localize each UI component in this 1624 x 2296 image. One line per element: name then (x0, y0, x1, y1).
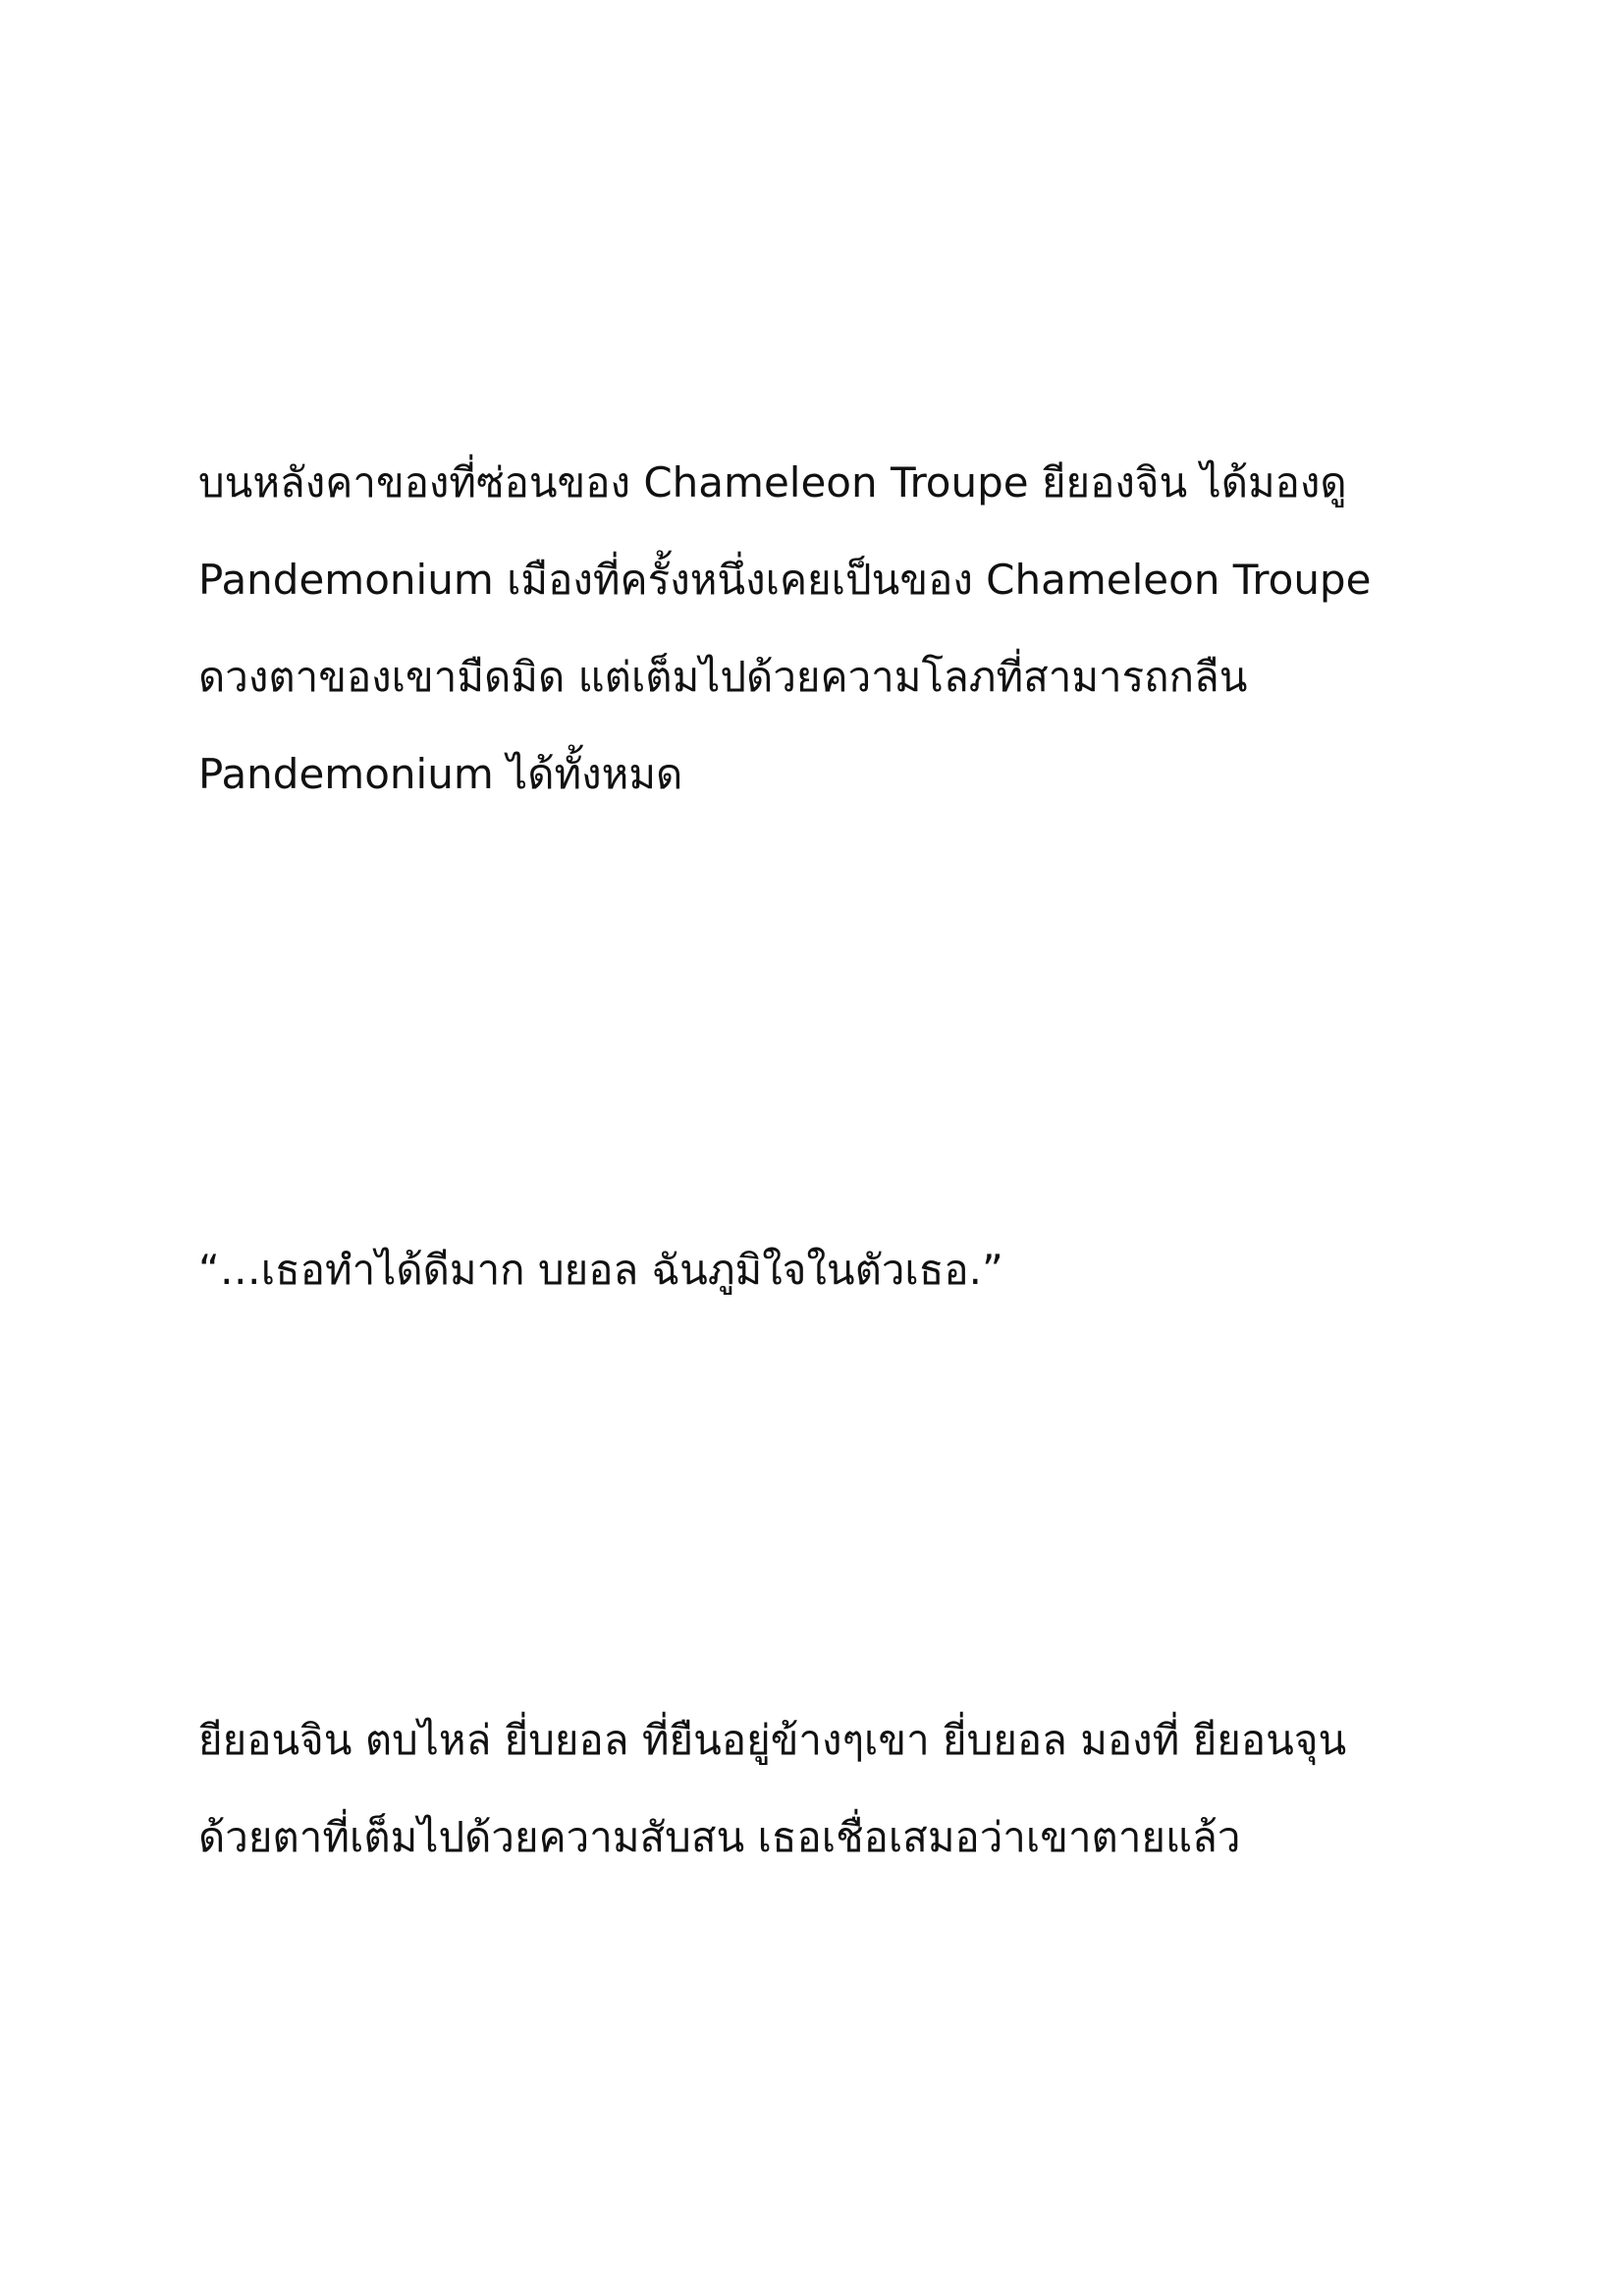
paragraph-line: ดวงตาของเขามืดมิด แต่เต็มไปด้วยความโลภที่สามารถกลืน (198, 653, 1248, 701)
dialogue-line: “…เธอทำได้ดีมาก บยอล ฉันภูมิใจในตัวเธอ.” (198, 1246, 1003, 1294)
paragraph-line: ด้วยตาที่เต็มไปด้วยความสับสน เธอเชื่อเสมอว่าเขาตายแล้ว (198, 1813, 1241, 1861)
paragraph-line: Pandemonium เมืองที่ครั้งหนึ่งเคยเป็นของ Chameleon Troupe (198, 556, 1372, 604)
paragraph-line: บนหลังคาของที่ซ่อนของ Chameleon Troupe ยียองจิน ได้มองดู (198, 458, 1347, 507)
narration-paragraph (198, 434, 1426, 823)
paragraph-line: ยียอนจิน ตบไหล่ ยี่บยอล ที่ยืนอยู่ข้างๆเขา ยี่บยอล มองที่ ยียอนจุน (198, 1716, 1347, 1764)
dialogue-paragraph (198, 1221, 1426, 1318)
narration-paragraph (198, 1691, 1426, 1886)
paragraph-line: Pandemonium ได้ทั้งหมด (198, 750, 683, 798)
